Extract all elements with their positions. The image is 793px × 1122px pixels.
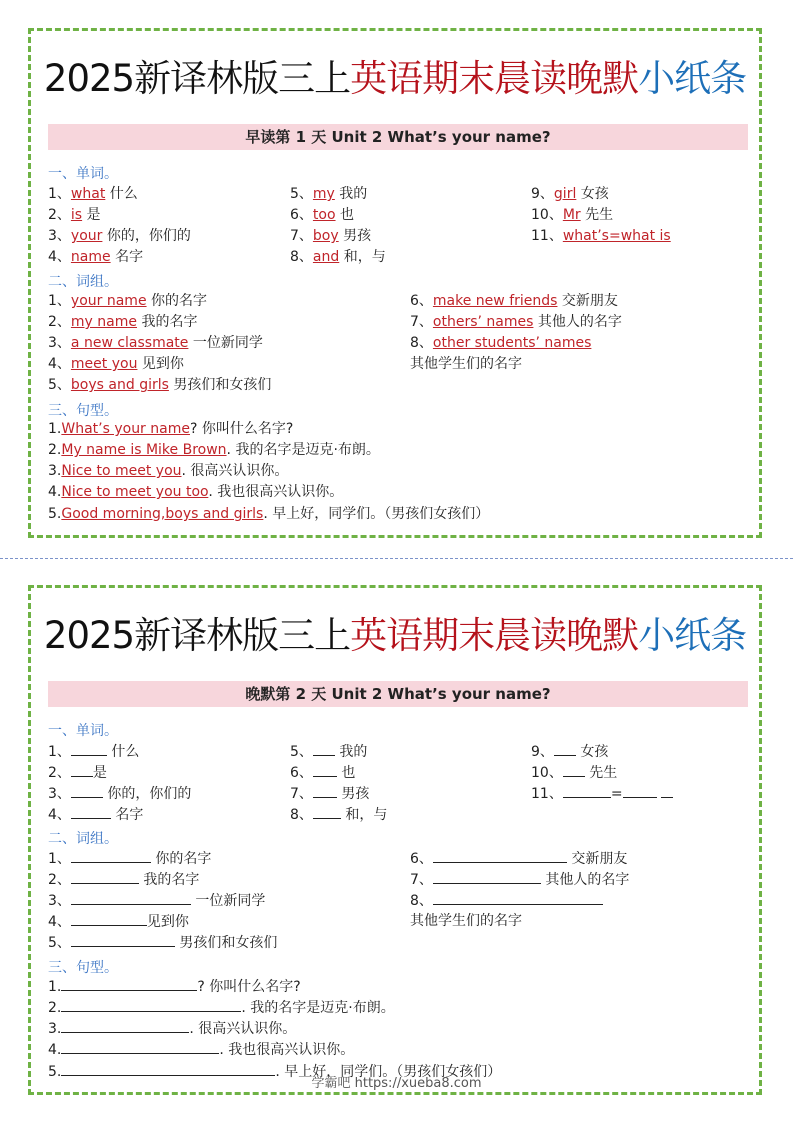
meaning-text: 其他人的名字 [533, 314, 622, 330]
card-title: 2025新译林版三上英语期末晨读晚默小纸条 [43, 614, 747, 657]
item-number: 9、 [531, 744, 554, 760]
meaning-text: 男孩 [338, 228, 372, 244]
item-number: 10、 [531, 207, 563, 223]
answer-text: meet you [70, 356, 138, 372]
meaning-text: . 很高兴认识你。 [189, 1021, 297, 1037]
answer-blank[interactable] [313, 805, 341, 819]
item-number: 2、 [48, 207, 71, 223]
meaning-text: . 很高兴认识你。 [181, 463, 289, 479]
item-number: 11、 [531, 228, 563, 244]
item-number: 3、 [48, 228, 71, 244]
sentence-item [48, 462, 288, 480]
sentence-item [48, 483, 343, 501]
word-item [48, 742, 139, 761]
phrase-item [48, 912, 189, 931]
meaning-text: 也 [335, 207, 354, 223]
item-number: 5、 [48, 935, 71, 951]
answer-blank[interactable] [623, 784, 657, 798]
meaning-text: 男孩们和女孩们 [168, 377, 272, 393]
item-number: 6、 [410, 851, 433, 867]
word-item [290, 248, 386, 266]
meaning-text: = [610, 786, 623, 802]
answer-blank[interactable] [433, 870, 541, 884]
answer-text: boys and girls [70, 377, 169, 393]
answer-text: girl [553, 186, 577, 202]
meaning-text: 一位新同学 [190, 893, 266, 909]
meaning-text: 是 [82, 207, 101, 223]
meaning-text: 我的 [334, 744, 368, 760]
phrase-item [48, 849, 211, 868]
item-number: 1、 [48, 186, 71, 202]
phrase-item [48, 870, 199, 889]
answer-text: a new classmate [70, 335, 189, 351]
item-number: 7、 [290, 786, 313, 802]
answer-text: boy [312, 228, 339, 244]
answer-blank[interactable] [563, 763, 585, 777]
answer-text: What’s your name [61, 421, 190, 437]
answer-blank[interactable] [433, 849, 567, 863]
answer-text: Good morning,boys and girls [61, 506, 264, 522]
answer-text: others’ names [432, 314, 534, 330]
answer-blank[interactable] [71, 870, 139, 884]
meaning-text: 其他学生们的名字 [410, 356, 522, 372]
answer-blank[interactable] [313, 784, 337, 798]
day-header: 早读第 1 天 Unit 2 What’s your name? [48, 124, 748, 150]
item-number: 3、 [48, 893, 71, 909]
meaning-text: 男孩们和女孩们 [174, 935, 278, 951]
meaning-text: 是 [92, 765, 107, 781]
phrase-item [48, 355, 184, 373]
item-number: 5、 [290, 744, 313, 760]
item-number: 3. [48, 463, 62, 479]
item-number: 2、 [48, 872, 71, 888]
item-number: 4. [48, 1042, 62, 1058]
word-item [48, 206, 101, 224]
meaning-text: 我的名字 [137, 314, 198, 330]
sentence-item [48, 420, 293, 438]
answer-blank[interactable] [554, 742, 576, 756]
meaning-text: ? 你叫什么名字? [189, 421, 294, 437]
card-title: 2025新译林版三上英语期末晨读晚默小纸条 [43, 57, 747, 100]
meaning-text: 我的名字 [138, 872, 200, 888]
answer-blank[interactable] [61, 1019, 189, 1033]
answer-text: and [312, 249, 340, 265]
meaning-text: 我的 [334, 186, 368, 202]
answer-text: your name [70, 293, 147, 309]
answer-text: make new friends [432, 293, 558, 309]
meaning-text: . 我的名字是迈克·布朗。 [241, 1000, 395, 1016]
word-item [531, 206, 613, 224]
word-item [531, 227, 671, 245]
item-number: 1. [48, 979, 62, 995]
phrase-item [410, 870, 629, 889]
item-number: 7、 [290, 228, 313, 244]
sentence-item [48, 441, 380, 459]
item-number: 1、 [48, 851, 71, 867]
meaning-text: 和，与 [339, 249, 386, 265]
answer-blank[interactable] [661, 784, 673, 798]
meaning-text: 交新朋友 [557, 293, 618, 309]
answer-blank[interactable] [61, 1040, 219, 1054]
meaning-text: 和，与 [340, 807, 388, 823]
answer-text: Mr [562, 207, 581, 223]
item-number: 4、 [48, 914, 71, 930]
sentence-item [48, 1040, 354, 1059]
item-number: 7、 [410, 314, 433, 330]
phrase-item [410, 334, 591, 352]
meaning-text: . 我也很高兴认识你。 [219, 1042, 355, 1058]
answer-blank[interactable] [313, 742, 335, 756]
item-number: 10、 [531, 765, 563, 781]
item-number: 6、 [290, 207, 313, 223]
word-item [48, 784, 191, 803]
meaning-text: . 我的名字是迈克·布朗。 [226, 442, 380, 458]
meaning-text: 名字 [110, 249, 144, 265]
item-number: 5、 [290, 186, 313, 202]
meaning-text: 见到你 [137, 356, 184, 372]
phrase-item [48, 292, 207, 310]
meaning-text: 你的，你们的 [102, 786, 192, 802]
answer-blank[interactable] [433, 891, 603, 905]
answer-text: your [70, 228, 103, 244]
meaning-text: 什么 [106, 744, 140, 760]
item-number: 8、 [410, 893, 433, 909]
phrase-item [410, 292, 618, 310]
phrase-meaning [410, 912, 522, 930]
meaning-text: 你的，你们的 [102, 228, 191, 244]
item-number: 1、 [48, 744, 71, 760]
evening-card [28, 585, 762, 1095]
word-item [290, 227, 371, 245]
word-item [531, 784, 673, 803]
sentence-item [48, 977, 301, 996]
word-item [290, 206, 354, 224]
item-number: 3、 [48, 335, 71, 351]
meaning-text: 先生 [584, 765, 618, 781]
meaning-text: 其他人的名字 [540, 872, 630, 888]
cut-line [0, 558, 793, 559]
morning-card [28, 28, 762, 538]
phrase-item [48, 313, 197, 331]
word-item [290, 763, 355, 782]
answer-text: my [312, 186, 335, 202]
phrase-item [410, 891, 603, 910]
meaning-text: 交新朋友 [566, 851, 628, 867]
answer-blank[interactable] [71, 784, 103, 798]
item-number: 5、 [48, 377, 71, 393]
section-phrases: 二、词组。 [48, 274, 118, 290]
section-phrases: 二、词组。 [48, 831, 118, 847]
phrase-item [410, 313, 622, 331]
phrase-item [48, 933, 277, 952]
word-item [48, 185, 138, 203]
phrase-meaning [410, 355, 522, 373]
answer-blank[interactable] [71, 912, 147, 926]
answer-blank[interactable] [61, 977, 197, 991]
answer-blank[interactable] [71, 849, 151, 863]
item-number: 5. [48, 1064, 62, 1080]
item-number: 8、 [290, 807, 313, 823]
answer-text: My name is Mike Brown [61, 442, 227, 458]
sentence-item [48, 1019, 296, 1038]
answer-text: name [70, 249, 111, 265]
day-header: 晚默第 2 天 Unit 2 What’s your name? [48, 681, 748, 707]
meaning-text: 见到你 [146, 914, 189, 930]
section-sentences: 三、句型。 [48, 960, 118, 976]
answer-text: my name [70, 314, 137, 330]
item-number: 2. [48, 1000, 62, 1016]
section-sentences: 三、句型。 [48, 403, 118, 419]
section-words: 一、单词。 [48, 166, 118, 182]
answer-blank[interactable] [71, 763, 93, 777]
item-number: 1、 [48, 293, 71, 309]
word-item [48, 227, 191, 245]
phrase-item [48, 891, 265, 910]
item-number: 7、 [410, 872, 433, 888]
section-words: 一、单词。 [48, 723, 118, 739]
meaning-text: . 我也很高兴认识你。 [208, 484, 344, 500]
item-number: 1. [48, 421, 62, 437]
word-item [48, 763, 107, 782]
phrase-item [410, 849, 627, 868]
meaning-text: 你的名字 [146, 293, 208, 309]
answer-text: what’s=what is [562, 228, 671, 244]
item-number: 2. [48, 442, 62, 458]
answer-blank[interactable] [313, 763, 337, 777]
answer-blank[interactable] [61, 998, 241, 1012]
item-number: 4、 [48, 356, 71, 372]
meaning-text: 其他学生们的名字 [410, 913, 522, 929]
word-item [531, 763, 617, 782]
meaning-text: 女孩 [575, 744, 609, 760]
item-number: 2、 [48, 314, 71, 330]
sentence-item [48, 998, 395, 1017]
item-number: 5. [48, 506, 62, 522]
meaning-text: 名字 [110, 807, 144, 823]
item-number: 8、 [410, 335, 433, 351]
meaning-text: . 早上好，同学们。（男孩们女孩们） [263, 506, 490, 522]
word-item [48, 805, 143, 824]
item-number: 4、 [48, 807, 71, 823]
answer-blank[interactable] [71, 891, 191, 905]
item-number: 6、 [290, 765, 313, 781]
answer-text: Nice to meet you too [61, 484, 209, 500]
meaning-text: 男孩 [336, 786, 370, 802]
item-number: 4. [48, 484, 62, 500]
item-number: 8、 [290, 249, 313, 265]
answer-text: is [70, 207, 83, 223]
answer-text: Nice to meet you [61, 463, 182, 479]
word-item [290, 805, 387, 824]
sentence-item [48, 505, 489, 523]
phrase-item [48, 376, 271, 394]
answer-blank[interactable] [71, 805, 111, 819]
word-item [531, 742, 608, 761]
answer-text: too [312, 207, 336, 223]
answer-text: what [70, 186, 106, 202]
word-item [290, 742, 367, 761]
meaning-text: 你的名字 [150, 851, 212, 867]
answer-blank[interactable] [71, 742, 107, 756]
meaning-text: 什么 [105, 186, 138, 202]
meaning-text: 女孩 [576, 186, 609, 202]
answer-blank[interactable] [71, 933, 175, 947]
item-number: 2、 [48, 765, 71, 781]
item-number: 11、 [531, 786, 563, 802]
meaning-text: 一位新同学 [188, 335, 263, 351]
answer-blank[interactable] [563, 784, 611, 798]
word-item [290, 784, 369, 803]
item-number: 3. [48, 1021, 62, 1037]
item-number: 9、 [531, 186, 554, 202]
word-item [531, 185, 609, 203]
watermark: 学霸吧 https://xueba8.com [311, 1076, 482, 1091]
meaning-text: 也 [336, 765, 356, 781]
phrase-item [48, 334, 263, 352]
word-item [290, 185, 367, 203]
word-item [48, 248, 143, 266]
item-number: 4、 [48, 249, 71, 265]
meaning-text: ? 你叫什么名字? [197, 979, 301, 995]
item-number: 6、 [410, 293, 433, 309]
meaning-text: . 早上好，同学们。（男孩们女孩们） [275, 1064, 502, 1080]
item-number: 3、 [48, 786, 71, 802]
answer-text: other students’ names [432, 335, 592, 351]
meaning-text: 先生 [580, 207, 614, 223]
